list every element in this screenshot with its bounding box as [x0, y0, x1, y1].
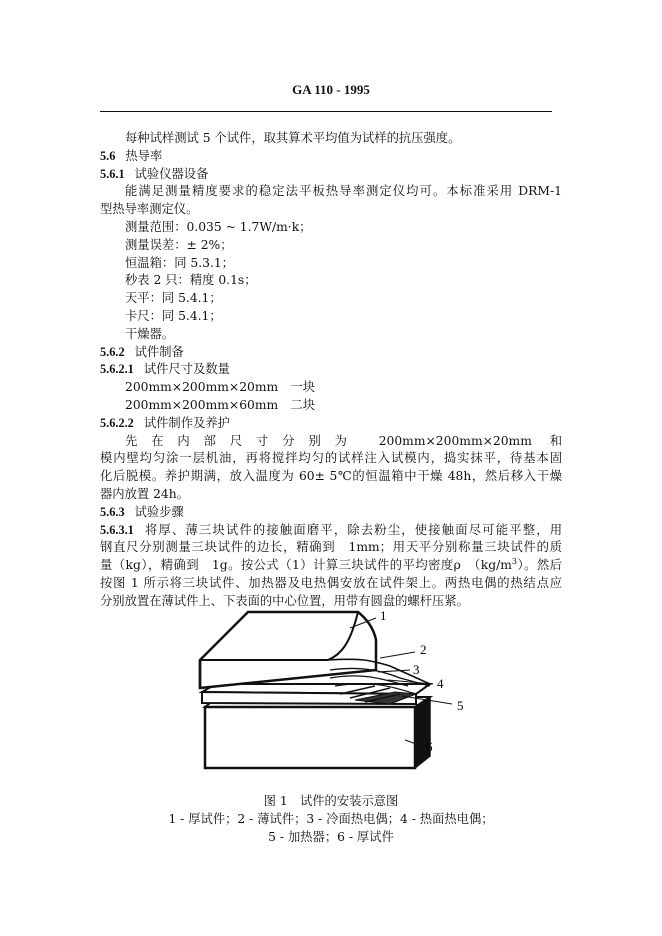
- paragraph-text: 将厚、薄三块试件的接触面磨平，除去粉尘，使接触面尽可能平整，用: [143, 522, 562, 537]
- section-5-6-1-heading: [100, 166, 562, 184]
- paragraph-line: 模内壁均匀涂一层机油，再将搅拌均匀的试样注入试模内，捣实抹平，待基本固: [100, 451, 562, 466]
- section-title: 热导率: [125, 148, 163, 163]
- header-title: GA 110 - 1995: [292, 82, 370, 97]
- section-5-6-2-2-heading: [100, 415, 562, 433]
- section-number: 5.6.1: [100, 166, 125, 181]
- paragraph-line: [100, 557, 562, 575]
- section-5-6-3-heading: [100, 504, 562, 522]
- paragraph-line: 器内放置 24h。: [100, 486, 189, 501]
- specimen-size-row: 200mm×200mm×60mm 二块: [125, 397, 316, 412]
- specimen-installation-diagram: [190, 600, 490, 790]
- section-title: 试件制备: [134, 344, 184, 359]
- paragraph-line: 型热导率测定仪。: [100, 202, 199, 217]
- equipment-item: 干燥器。: [125, 326, 175, 341]
- label-6: 6: [426, 739, 433, 754]
- paragraph-line: 钢直尺分别测量三块试件的边长，精确到 1mm；用天平分别称量三块试件的质: [100, 540, 562, 555]
- equipment-item: 测量误差：± 2%；: [125, 237, 233, 252]
- paragraph-text: ）。然后: [517, 558, 562, 573]
- section-number: 5.6.3.1: [100, 522, 134, 537]
- leader-line: [380, 652, 415, 658]
- label-5: 5: [457, 698, 464, 713]
- equipment-item: 测量范围：0.035 ~ 1.7W/m·k；: [125, 219, 312, 234]
- paragraph-line: 先在内部尺寸分别为 200mm×200mm×20mm 和: [125, 433, 562, 448]
- section-number: 5.6.2.1: [100, 362, 134, 377]
- section-number: 5.6.2: [100, 344, 125, 359]
- paragraph-line: [100, 522, 562, 540]
- label-4: 4: [437, 676, 444, 691]
- equipment-item: 卡尺：同 5.4.1；: [125, 308, 222, 323]
- figure-1: [190, 600, 490, 790]
- label-1: 1: [380, 608, 387, 623]
- caption-legend-line: 5 - 加热器；6 - 厚试件: [268, 830, 394, 844]
- paragraph-line: 化后脱模。养护期满，放入温度为 60± 5℃的恒温箱中干燥 48h，然后移入干燥: [100, 469, 562, 484]
- lower-block-front: [205, 707, 415, 768]
- document-body: [100, 130, 562, 611]
- paragraph-line: 按图 1 所示将三块试件、加热器及电热偶安放在试件架上。两热电偶的热结点应: [100, 575, 562, 590]
- label-2: 2: [420, 642, 427, 657]
- header-rule: [100, 111, 552, 112]
- upper-block: [200, 612, 376, 688]
- leader-line: [378, 670, 410, 672]
- figure-caption: [0, 792, 662, 846]
- specimen-size-row: 200mm×200mm×20mm 一块: [125, 380, 316, 395]
- paragraph-line: 能满足测量精度要求的稳定法平板热导率测定仪均可。本标准采用 DRM-1: [125, 184, 562, 199]
- section-5-6-2-heading: [100, 344, 562, 362]
- section-number: 5.6: [100, 148, 116, 163]
- superscript: 3: [511, 557, 518, 567]
- lower-block-side: [415, 697, 430, 768]
- caption-title: 图 1 试件的安装示意图: [263, 794, 399, 808]
- section-5-6-2-1-heading: [100, 361, 562, 379]
- equipment-item: 天平：同 5.4.1；: [125, 291, 222, 306]
- paragraph-line: 分别放置在薄试件上、下表面的中心位置，用带有圆盘的螺杆压紧。: [100, 593, 469, 608]
- section-title: 试件制作及养护: [143, 415, 230, 430]
- paragraph-text: 量（kg），精确到 1g。按公式（1）计算三块试件的平均密度ρ （kg/m: [100, 558, 512, 573]
- paragraph-intro: 每种试样测试 5 个试件，取其算术平均值为试样的抗压强度。: [125, 131, 461, 145]
- equipment-item: 秒表 2 只：精度 0.1s；: [125, 273, 257, 288]
- section-title: 试验步骤: [134, 504, 184, 519]
- equipment-item: 恒温箱：同 5.3.1；: [125, 255, 234, 270]
- section-5-6-heading: [100, 148, 562, 166]
- section-title: 试验仪器设备: [134, 166, 209, 181]
- label-3: 3: [413, 662, 420, 677]
- section-number: 5.6.2.2: [100, 415, 134, 430]
- caption-legend-line: 1 - 厚试件；2 - 薄试件；3 - 冷面热电偶；4 - 热面热电偶；: [168, 812, 494, 826]
- section-title: 试件尺寸及数量: [143, 362, 230, 377]
- section-number: 5.6.3: [100, 504, 125, 519]
